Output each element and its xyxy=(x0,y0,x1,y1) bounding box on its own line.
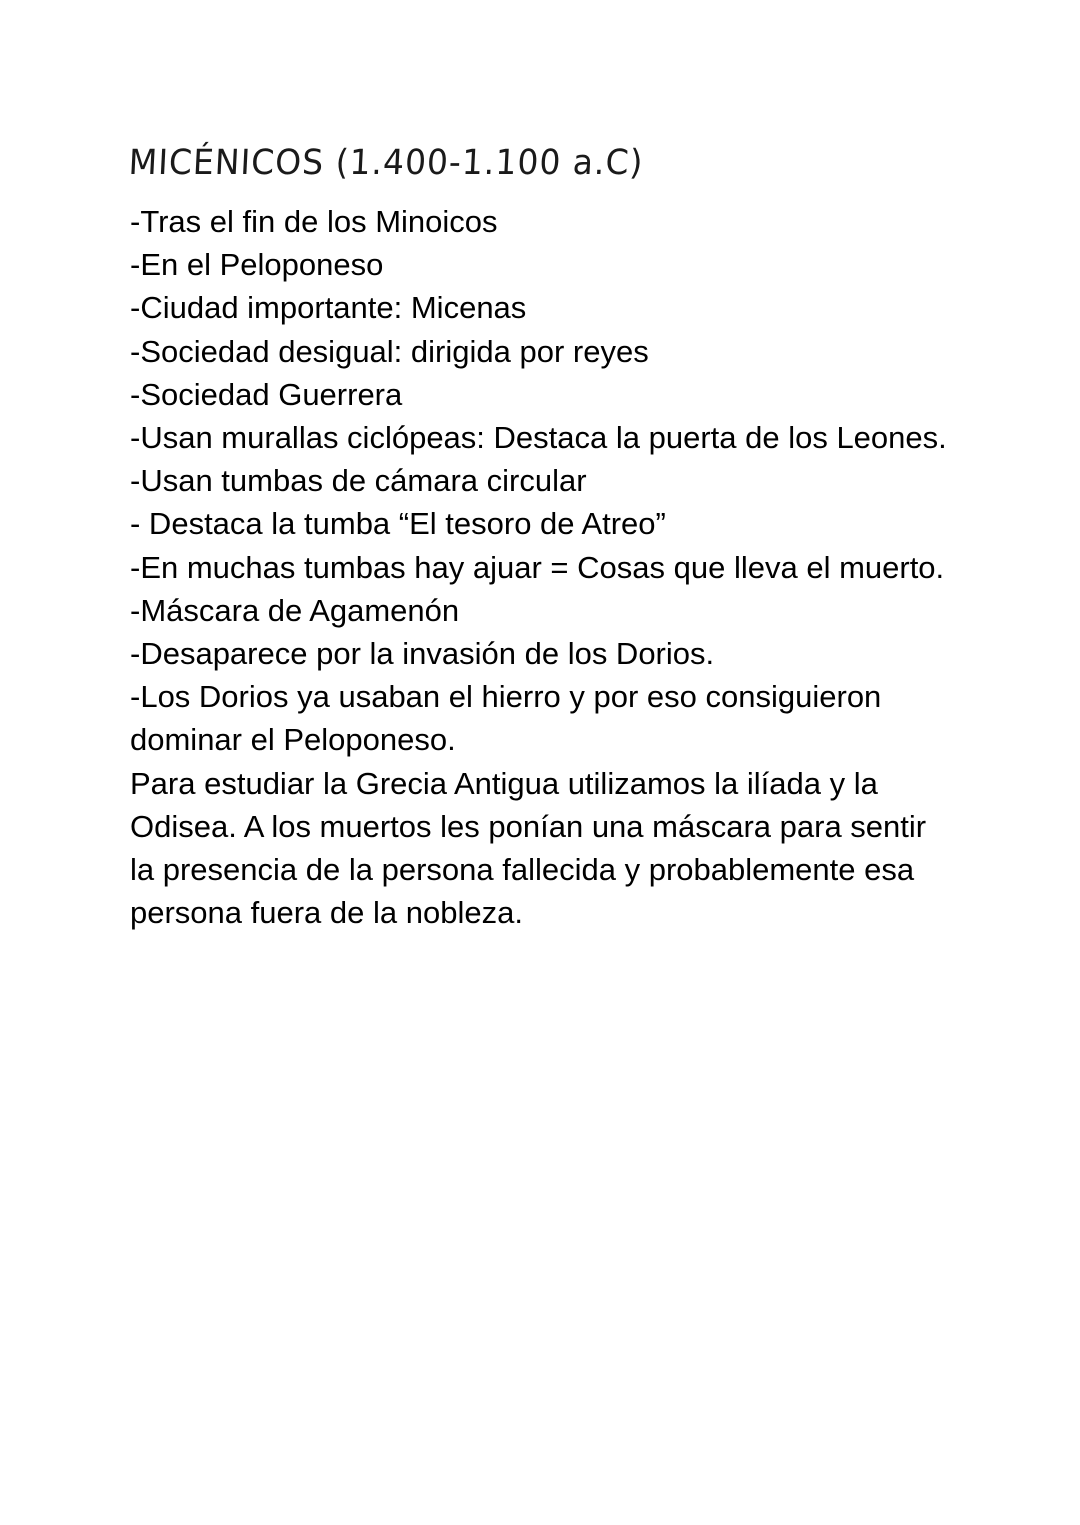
note-line: -Usan tumbas de cámara circular xyxy=(130,463,587,499)
note-line: -Desaparece por la invasión de los Dorios. xyxy=(130,636,715,672)
note-line: -Usan murallas ciclópeas: Destaca la puerta de los Leones. xyxy=(130,420,947,456)
note-line: -Ciudad importante: Micenas xyxy=(130,290,527,326)
note-line: -Sociedad Guerrera xyxy=(130,376,403,412)
note-line: -Sociedad desigual: dirigida por reyes xyxy=(130,333,649,369)
note-line: -Los Dorios ya usaban el hierro y por eso consiguieron dominar el Peloponeso. xyxy=(130,679,882,758)
note-line: -Tras el fin de los Minoicos xyxy=(130,204,498,239)
note-line: - Destaca la tumba “El tesoro de Atreo” xyxy=(130,506,666,542)
note-line: -En el Peloponeso xyxy=(130,247,384,283)
page-title: MICÉNICOS (1.400-1.100 a.C) xyxy=(127,141,645,183)
note-line: -Máscara de Agamenón xyxy=(130,592,460,628)
note-paragraph: Para estudiar la Grecia Antigua utilizamos la ilíada y la Odisea. A los muertos les ponían una máscara para sentir la presencia de la persona fallecida y probablemente esa persona fuera de la nobleza. xyxy=(130,765,927,931)
notes-list xyxy=(130,200,950,934)
note-line: -En muchas tumbas hay ajuar = Cosas que lleva el muerto. xyxy=(130,549,945,585)
